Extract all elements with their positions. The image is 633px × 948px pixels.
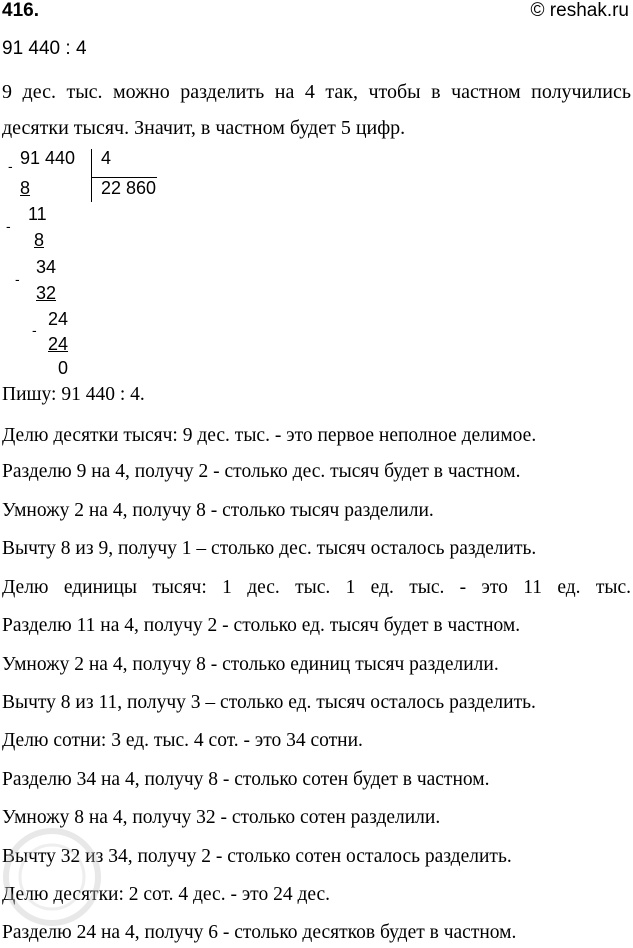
division-vertical-line — [91, 149, 92, 202]
intro-paragraph: 9 дес. тыс. можно разделить на 4 так, чтобы в частном получились десятки тысяч. Значит, в частном будет 5 цифр. — [2, 81, 631, 139]
text-line-2: Делю десятки тысяч: 9 дес. тыс. - это первое неполное делимое. — [2, 425, 537, 446]
minus-sign-2: - — [6, 218, 11, 234]
dividend: 91 440 — [20, 148, 76, 168]
text-line-1: Пишу: 91 440 : 4. — [2, 384, 145, 405]
text-line-13: Вычту 32 из 34, получу 2 - столько сотен осталось разделить. — [2, 846, 512, 867]
step-subtract-1: 8 — [20, 178, 31, 198]
watermark-logo — [0, 822, 112, 932]
text-line-6: Делю единицы тысяч: 1 дес. тыс. 1 ед. тыс. - это 11 ед. тыс. — [2, 577, 631, 598]
minus-sign-1: - — [8, 158, 13, 174]
task-expression: 91 440 : 4 — [2, 38, 87, 59]
text-line-14: Делю десятки: 2 сот. 4 дес. - это 24 дес. — [2, 884, 331, 905]
minus-sign-3: - — [15, 271, 20, 287]
task-number: 416. — [2, 0, 39, 21]
step-remainder-3: 24 — [48, 309, 69, 329]
step-remainder-2: 34 — [36, 257, 57, 277]
text-line-4: Умножу 2 на 4, получу 8 - столько тысяч разделили. — [2, 500, 434, 521]
text-line-10: Делю сотни: 3 ед. тыс. 4 сот. - это 34 сотни. — [2, 730, 363, 751]
minus-sign-4: - — [32, 322, 37, 338]
text-line-7: Разделю 11 на 4, получу 2 - столько ед. тысяч будет в частном. — [2, 615, 521, 636]
text-line-12: Умножу 8 на 4, получу 32 - столько сотен разделили. — [2, 807, 441, 828]
step-subtract-3: 32 — [36, 283, 57, 303]
step-subtract-2: 8 — [34, 230, 45, 250]
quotient: 22 860 — [101, 178, 157, 198]
text-line-8: Умножу 2 на 4, получу 8 - столько единиц тысяч разделили. — [2, 654, 499, 675]
text-line-3: Разделю 9 на 4, получу 2 - столько дес. тысяч будет в частном. — [2, 461, 521, 482]
step-final-remainder: 0 — [58, 358, 69, 378]
text-line-11: Разделю 34 на 4, получу 8 - столько сотен будет в частном. — [2, 769, 490, 790]
step-remainder-1: 11 — [28, 204, 47, 224]
site-credit[interactable]: © reshak.ru — [530, 0, 629, 21]
text-line-5: Вычту 8 из 9, получу 1 – столько дес. тысяч осталось разделить. — [2, 538, 537, 559]
text-line-15: Разделю 24 на 4, получу 6 - столько десятков будет в частном. — [2, 922, 517, 943]
divisor: 4 — [101, 148, 112, 168]
step-subtract-4: 24 — [48, 334, 69, 354]
text-line-9: Вычту 8 из 11, получу 3 – столько ед. тысяч осталось разделить. — [2, 692, 536, 713]
